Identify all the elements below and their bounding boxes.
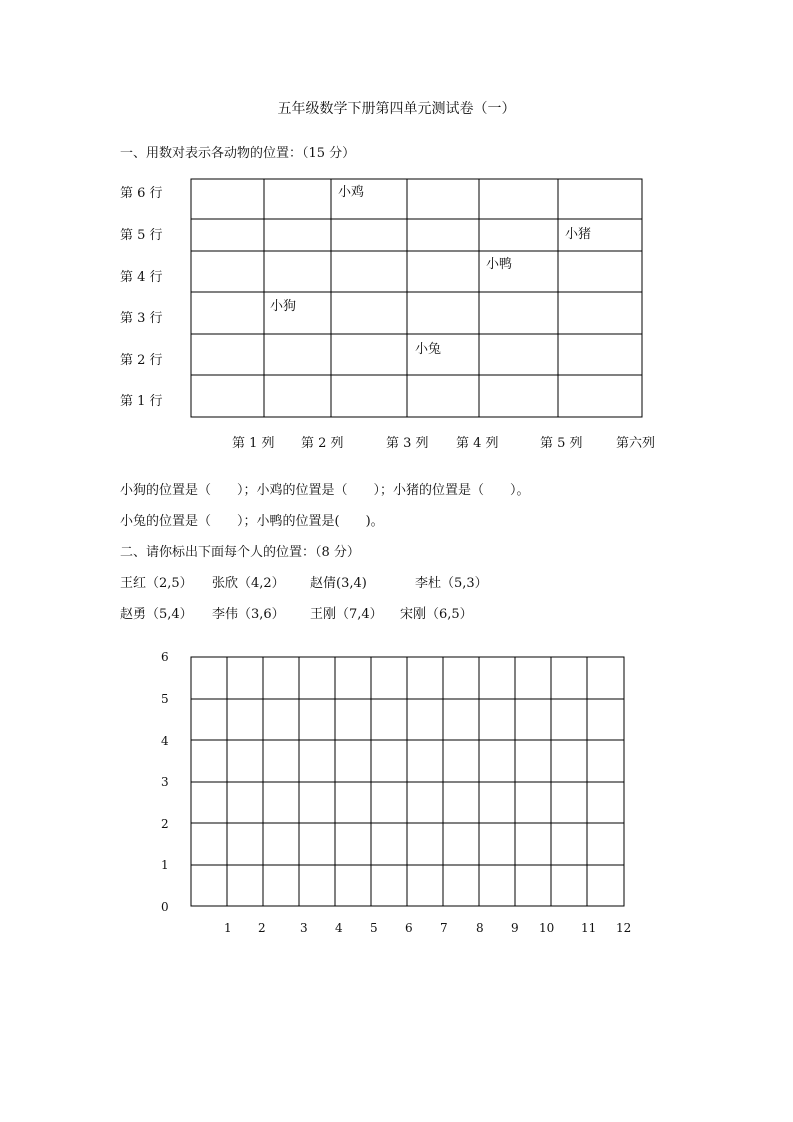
x-label-8: 8 bbox=[476, 921, 484, 935]
person-zhangxin: 张欣（4,2） bbox=[212, 576, 285, 591]
y-label-4: 4 bbox=[161, 734, 169, 748]
person-wanghong: 王红（2,5） bbox=[120, 576, 193, 591]
row-label-3: 第 3 行 bbox=[120, 311, 163, 326]
question-line-1: 小狗的位置是（ ）；小鸡的位置是（ ）；小猪的位置是（ ）。 bbox=[120, 483, 530, 498]
x-label-7: 7 bbox=[440, 921, 448, 935]
x-label-1: 1 bbox=[224, 921, 232, 935]
section1-heading: 一、用数对表示各动物的位置：（15 分） bbox=[120, 146, 356, 161]
y-label-6: 6 bbox=[161, 650, 169, 664]
person-zhaoyong: 赵勇（5,4） bbox=[120, 607, 193, 622]
row-label-5: 第 5 行 bbox=[120, 228, 163, 243]
coordinate-grid bbox=[190, 656, 626, 908]
animal-rabbit: 小兔 bbox=[415, 342, 442, 357]
page-title: 五年级数学下册第四单元测试卷（一） bbox=[277, 101, 516, 117]
person-zhaoqian: 赵倩(3,4) bbox=[310, 576, 367, 591]
col-label-6: 第六列 bbox=[616, 436, 656, 451]
question-line-2: 小兔的位置是（ ）；小鸭的位置是( )。 bbox=[120, 514, 384, 529]
col-label-1: 第 1 列 bbox=[232, 436, 275, 451]
x-label-4: 4 bbox=[335, 921, 343, 935]
col-label-5: 第 5 列 bbox=[540, 436, 583, 451]
x-label-6: 6 bbox=[405, 921, 413, 935]
person-lidu: 李杜（5,3） bbox=[415, 576, 488, 591]
x-label-2: 2 bbox=[258, 921, 266, 935]
person-wanggang: 王刚（7,4） bbox=[310, 607, 383, 622]
y-label-0: 0 bbox=[161, 900, 169, 914]
animal-pig: 小猪 bbox=[565, 227, 592, 242]
y-label-3: 3 bbox=[161, 775, 169, 789]
animal-chicken: 小鸡 bbox=[338, 185, 365, 200]
person-songgang: 宋刚（6,5） bbox=[400, 607, 473, 622]
person-liwei: 李伟（3,6） bbox=[212, 607, 285, 622]
y-label-1: 1 bbox=[161, 858, 169, 872]
animal-dog: 小狗 bbox=[270, 299, 297, 314]
col-label-4: 第 4 列 bbox=[456, 436, 499, 451]
x-label-5: 5 bbox=[370, 921, 378, 935]
col-label-2: 第 2 列 bbox=[301, 436, 344, 451]
section2-heading: 二、请你标出下面每个人的位置：（8 分） bbox=[120, 545, 360, 560]
row-label-2: 第 2 行 bbox=[120, 353, 163, 368]
col-label-3: 第 3 列 bbox=[386, 436, 429, 451]
row-label-6: 第 6 行 bbox=[120, 186, 163, 201]
x-label-10: 10 bbox=[539, 921, 555, 935]
x-label-3: 3 bbox=[300, 921, 308, 935]
animal-grid bbox=[190, 178, 644, 419]
animal-duck: 小鸭 bbox=[486, 257, 513, 272]
x-label-9: 9 bbox=[511, 921, 519, 935]
row-label-1: 第 1 行 bbox=[120, 394, 163, 409]
x-label-11: 11 bbox=[581, 921, 597, 935]
x-label-12: 12 bbox=[616, 921, 632, 935]
y-label-2: 2 bbox=[161, 817, 169, 831]
row-label-4: 第 4 行 bbox=[120, 270, 163, 285]
y-label-5: 5 bbox=[161, 692, 169, 706]
